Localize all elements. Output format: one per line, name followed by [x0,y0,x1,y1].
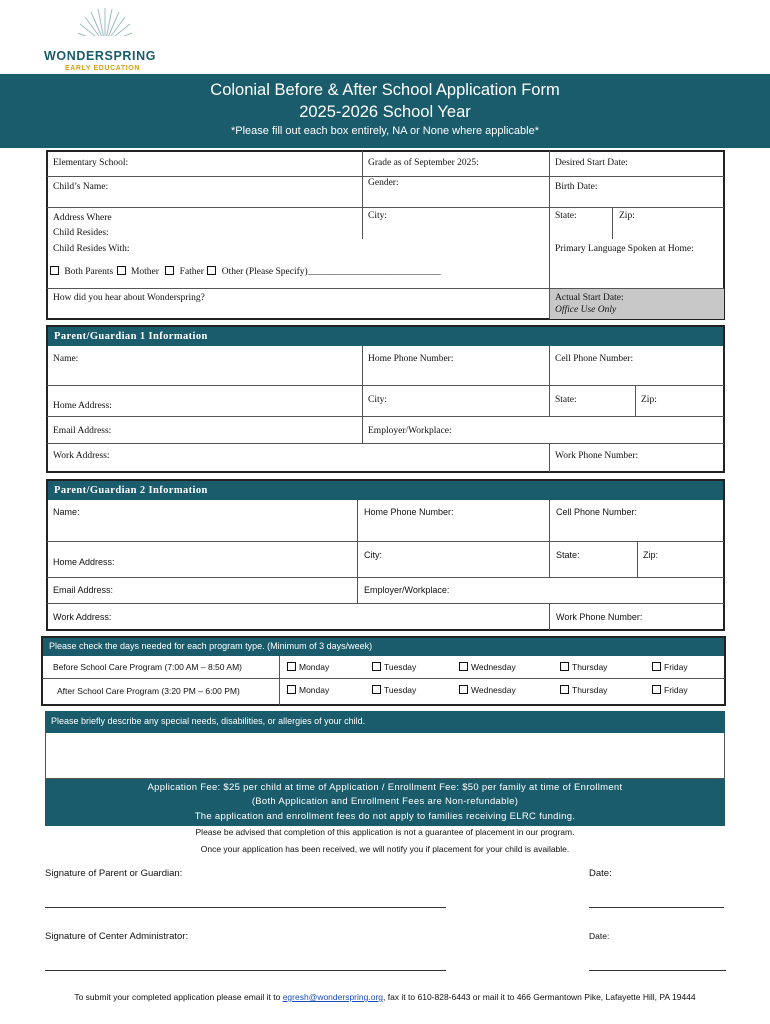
actual-start-label: Actual Start Date: [555,293,624,303]
father-checkbox[interactable] [165,266,174,275]
fill-instruction: *Please fill out each box entirely, NA or None where applicable* [231,125,539,137]
after-wednesday[interactable] [459,685,516,695]
g2-work-phone-field[interactable]: Work Phone Number: [556,612,643,622]
before-friday-checkbox[interactable] [652,662,661,671]
grade-field[interactable]: Grade as of September 2025: [368,158,479,168]
after-monday[interactable] [287,685,329,695]
before-tuesday[interactable] [372,662,416,672]
before-thursday-checkbox[interactable] [560,662,569,671]
g1-city-field[interactable]: City: [368,395,388,405]
title-banner [0,74,770,148]
g1-cell-phone-field[interactable]: Cell Phone Number: [555,354,634,364]
date-label-1: Date: [589,868,612,879]
after-thursday[interactable] [560,685,607,695]
g2-home-address-field[interactable]: Home Address: [53,557,115,567]
child-resides-field[interactable]: Child Resides: [53,228,109,238]
g1-home-phone-field[interactable]: Home Phone Number: [368,354,454,364]
gender-field[interactable]: Gender: [368,178,399,188]
fee-line-3: The application and enrollment fees do not apply to families receiving ELRC funding. [194,811,576,822]
birth-date-field[interactable]: Birth Date: [555,182,598,192]
mother-label: Mother [130,267,159,277]
logo-subtitle: EARLY EDUCATION [65,65,140,72]
day-label: Wednesday [471,662,516,672]
after-school-label: After School Care Program (3:20 PM – 6:00 PM) [57,686,240,696]
g1-state-field[interactable]: State: [555,395,577,405]
email-link[interactable]: egresh@wonderspring.org [282,992,383,1002]
footer-post: , fax it to 610-828-6443 or mail it to 466 Germantown Pike, Lafayette Hill, PA 19444 [383,992,696,1002]
after-friday[interactable] [652,685,688,695]
program-heading: Please check the days needed for each program type. (Minimum of 3 days/week) [43,638,724,656]
guardian1-heading: Parent/Guardian 1 Information [48,327,723,346]
day-label: Tuesday [384,662,417,672]
primary-language-field[interactable]: Primary Language Spoken at Home: [555,244,694,254]
address-where-label: Address Where [53,213,112,223]
before-wednesday[interactable] [459,662,516,672]
fee-box [45,779,725,826]
guardian2-section [46,479,725,631]
g2-zip-field[interactable]: Zip: [643,550,659,560]
wonderspring-logo [40,6,170,72]
day-label: Friday [664,685,688,695]
g2-city-field[interactable]: City: [364,550,382,560]
parent-signature-line[interactable] [45,907,446,908]
desired-start-field[interactable]: Desired Start Date: [555,158,628,168]
g1-zip-field[interactable]: Zip: [641,395,657,405]
special-needs-textarea[interactable] [45,733,725,779]
admin-date-line[interactable] [589,970,726,971]
after-wednesday-checkbox[interactable] [459,685,468,694]
g2-cell-phone-field[interactable]: Cell Phone Number: [556,507,638,517]
footer-pre: To submit your completed application please email it to [74,992,283,1002]
both-parents-checkbox[interactable] [50,266,59,275]
placement-note: Please be advised that completion of this application is not a guarantee of placement in our program. [195,827,575,837]
g2-name-field[interactable]: Name: [53,507,80,517]
day-label: Monday [299,662,330,672]
other-checkbox[interactable] [207,266,216,275]
before-thursday[interactable] [560,662,607,672]
before-monday-checkbox[interactable] [287,662,296,671]
g1-work-address-field[interactable]: Work Address: [53,451,110,461]
admin-signature-label: Signature of Center Administrator: [45,931,189,942]
notification-note: Once your application has been received, we will notify you if placement for your child is available. [200,844,570,854]
day-label: Friday [664,662,688,672]
g1-employer-field[interactable]: Employer/Workplace: [368,426,452,436]
child-zip-field[interactable]: Zip: [619,211,635,221]
mother-checkbox[interactable] [117,266,126,275]
elementary-school-field[interactable]: Elementary School: [53,158,129,168]
sunburst-icon [76,6,134,46]
guardian2-heading: Parent/Guardian 2 Information [48,481,723,500]
before-wednesday-checkbox[interactable] [459,662,468,671]
father-label: Father [179,267,204,277]
day-label: Wednesday [471,685,516,695]
g2-email-field[interactable]: Email Address: [53,585,114,595]
date-label-2: Date: [589,931,610,941]
resides-with-options [50,266,441,277]
school-year: 2025-2026 School Year [299,103,471,121]
g2-home-phone-field[interactable]: Home Phone Number: [364,507,454,517]
other-label: Other (Please Specify)____________________________ [221,267,441,277]
g1-work-phone-field[interactable]: Work Phone Number: [555,451,639,461]
form-title: Colonial Before & After School Application Form [210,81,560,99]
after-monday-checkbox[interactable] [287,685,296,694]
g1-home-address-field[interactable]: Home Address: [53,401,112,411]
g2-employer-field[interactable]: Employer/Workplace: [364,585,450,595]
day-label: Thursday [572,662,608,672]
after-friday-checkbox[interactable] [652,685,661,694]
special-needs-heading: Please briefly describe any special needs, disabilities, or allergies of your child. [45,711,725,733]
child-city-field[interactable]: City: [368,211,388,221]
after-thursday-checkbox[interactable] [560,685,569,694]
g2-work-address-field[interactable]: Work Address: [53,612,112,622]
after-tuesday-checkbox[interactable] [372,685,381,694]
fee-line-1: Application Fee: $25 per child at time of Application / Enrollment Fee: $50 per family at time of Enrollment [147,782,623,793]
after-tuesday[interactable] [372,685,416,695]
office-use-label: Office Use Only [555,305,617,315]
before-tuesday-checkbox[interactable] [372,662,381,671]
before-friday[interactable] [652,662,688,672]
how-hear-field[interactable]: How did you hear about Wonderspring? [53,293,205,303]
day-label: Tuesday [384,685,417,695]
before-monday[interactable] [287,662,329,672]
admin-signature-line[interactable] [45,970,446,971]
childs-name-field[interactable]: Child’s Name: [53,182,109,192]
fee-line-2: (Both Application and Enrollment Fees are Non-refundable) [251,796,519,807]
g2-state-field[interactable]: State: [556,550,580,560]
both-parents-label: Both Parents [64,267,114,277]
day-label: Thursday [572,685,608,695]
g1-name-field[interactable]: Name: [53,354,79,364]
before-school-label: Before School Care Program (7:00 AM – 8:50 AM) [53,662,242,672]
day-label: Monday [299,685,330,695]
submission-footer [0,992,770,1002]
logo-brand: WONDERSPRING [44,49,157,63]
child-state-field[interactable]: State: [555,211,577,221]
g1-email-field[interactable]: Email Address: [53,426,112,436]
resides-with-label: Child Resides With: [53,244,130,254]
parent-signature-label: Signature of Parent or Guardian: [45,868,183,879]
parent-date-line[interactable] [589,907,724,908]
